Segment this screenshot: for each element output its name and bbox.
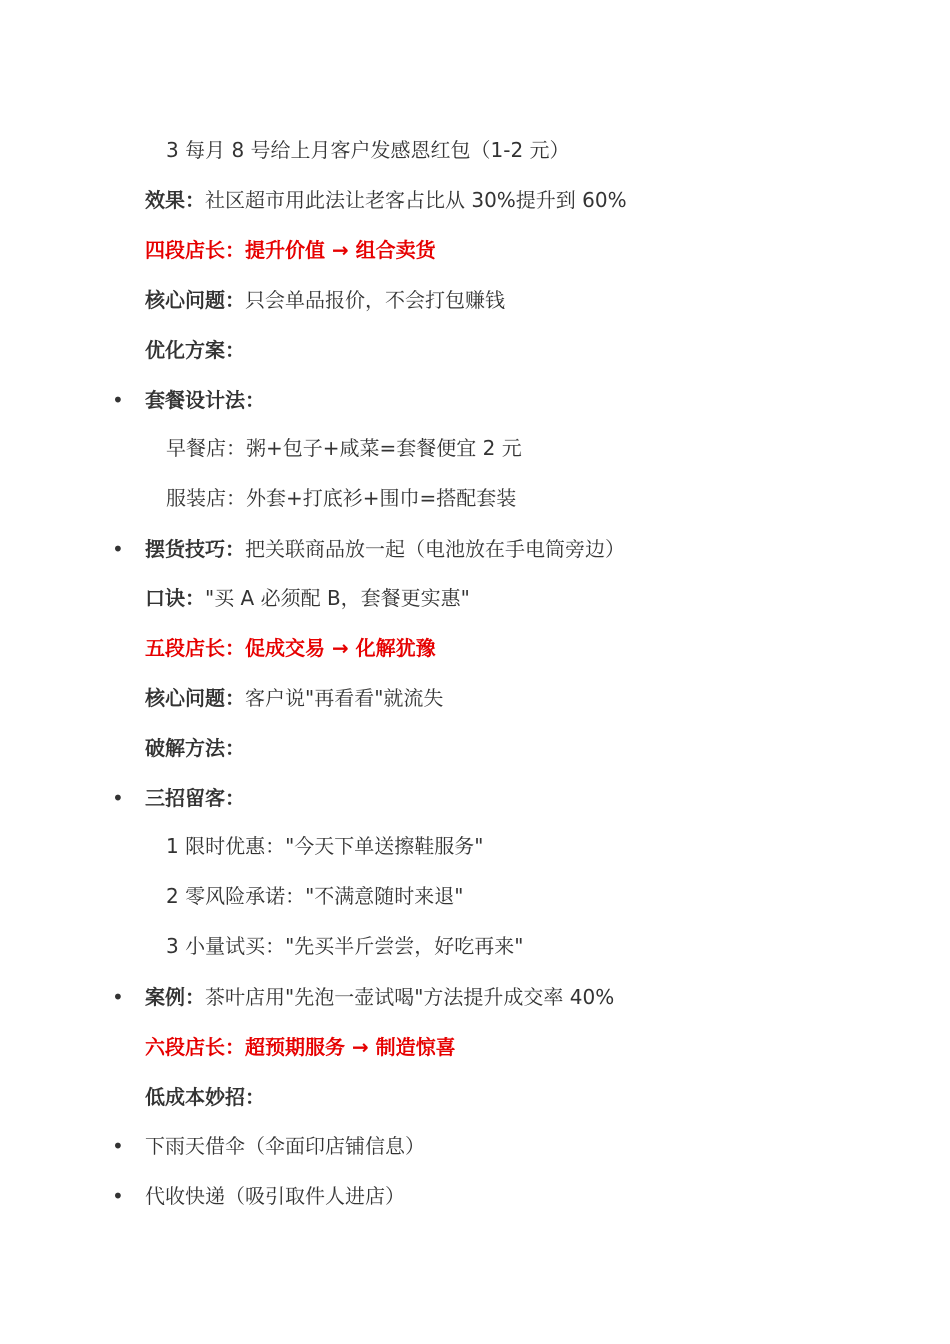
text: 茶叶店用"先泡一壶试喝"方法提升成交率 40% [205,985,615,1009]
section-heading: 五段店长：促成交易 → 化解犹豫 [145,636,436,660]
bullet-dot: • [112,1184,124,1208]
text: "买 A 必须配 B，套餐更实惠" [205,586,470,610]
section-heading: 四段店长：提升价值 → 组合卖货 [145,238,436,262]
paragraph: 2 零风险承诺："不满意随时来退" [166,884,464,908]
paragraph: 3 每月 8 号给上月客户发感恩红包（1-2 元） [166,138,570,162]
paragraph: 破解方法： [145,736,245,760]
label: 核心问题： [145,288,245,312]
list-item: 下雨天借伞（伞面印店铺信息） [145,1134,425,1158]
paragraph: 3 小量试买："先买半斤尝尝，好吃再来" [166,934,524,958]
paragraph [145,186,627,214]
text: 社区超市用此法让老客占比从 30%提升到 60% [205,188,627,212]
paragraph [145,584,470,612]
text: 只会单品报价，不会打包赚钱 [245,288,505,312]
label: 口诀： [145,586,205,610]
bullet-dot: • [112,388,124,412]
list-item [145,535,625,563]
paragraph [145,286,505,314]
bullet-dot: • [112,537,124,561]
list-item: 代收快递（吸引取件人进店） [145,1184,405,1208]
bullet-dot: • [112,985,124,1009]
paragraph [145,684,443,712]
section-heading: 六段店长：超预期服务 → 制造惊喜 [145,1035,456,1059]
paragraph: 低成本妙招： [145,1085,265,1109]
list-item: 三招留客： [145,786,245,810]
text: 把关联商品放一起（电池放在手电筒旁边） [245,537,625,561]
list-item: 套餐设计法： [145,388,265,412]
paragraph: 1 限时优惠："今天下单送擦鞋服务" [166,834,484,858]
label: 案例： [145,985,205,1009]
text: 客户说"再看看"就流失 [245,686,444,710]
bullet-dot: • [112,786,124,810]
label: 核心问题： [145,686,245,710]
label: 摆货技巧： [145,537,245,561]
bullet-dot: • [112,1134,124,1158]
label: 效果： [145,188,205,212]
list-item [145,983,614,1011]
paragraph: 优化方案： [145,338,245,362]
paragraph: 早餐店：粥+包子+咸菜=套餐便宜 2 元 [166,436,522,460]
paragraph: 服装店：外套+打底衫+围巾=搭配套装 [166,486,517,510]
